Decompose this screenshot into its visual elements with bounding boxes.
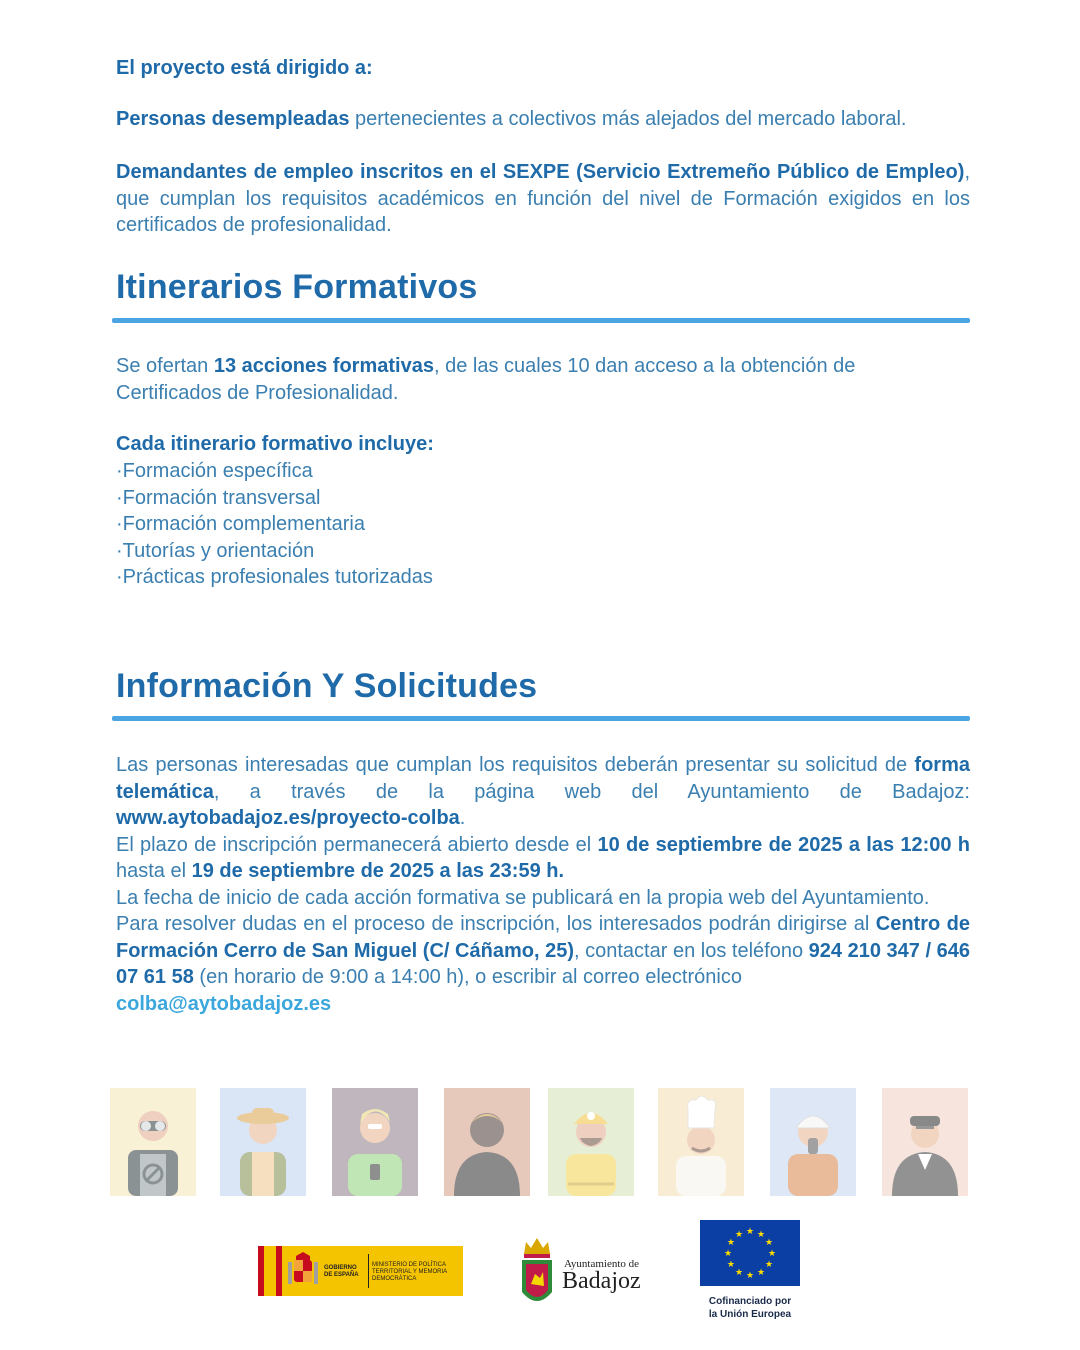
info-s2: El plazo de inscripción permanecerá abierto desde el bbox=[116, 833, 598, 856]
target-paragraph-1 bbox=[116, 106, 970, 133]
info-s1-post: , a través de la página web del Ayuntamiento de Badajoz: bbox=[213, 780, 970, 803]
list-item: ·Formación complementaria bbox=[116, 513, 365, 535]
target-heading: El proyecto está dirigido a: bbox=[116, 57, 373, 79]
includes-heading: Cada itinerario formativo incluye: bbox=[116, 433, 434, 455]
includes-list bbox=[116, 458, 433, 591]
eu-star-icon: ★ bbox=[726, 1259, 735, 1269]
info-s4-post: (en horario de 9:00 a 14:00 h), o escribir al correo electrónico bbox=[193, 966, 742, 988]
ayto-small-text: Ayuntamiento de bbox=[564, 1258, 640, 1270]
target-p2-bold: Demandantes de empleo inscritos en el SEXPE (Servicio Extremeño Público de Empleo) bbox=[116, 161, 965, 183]
info-s4: Para resolver dudas en el proceso de inscripción, los interesados podrán dirigirse al bbox=[116, 913, 876, 935]
eu-star-icon: ★ bbox=[765, 1259, 774, 1269]
info-start-date: 10 de septiembre de 2025 a las 12:00 h bbox=[597, 833, 970, 856]
itinerarios-p-pre: Se ofertan bbox=[116, 355, 214, 377]
eu-star-icon: ★ bbox=[756, 1267, 766, 1278]
info-s4-mid: , contactar en los teléfono bbox=[573, 939, 809, 962]
pilot-icon bbox=[882, 1088, 968, 1196]
people-illustrations bbox=[110, 1088, 970, 1196]
person-icon bbox=[444, 1088, 530, 1196]
target-p2-rest: , que cumplan los requisitos académicos en función del nivel de Formación exigidos en los certificados de profesionalidad. bbox=[116, 161, 970, 236]
chef-icon bbox=[658, 1088, 744, 1196]
list-item: ·Tutorías y orientación bbox=[116, 539, 315, 562]
construction-worker-icon bbox=[770, 1088, 856, 1196]
info-centro: Centro de Formación Cerro de San Miguel (C/ Cáñamo, 25) bbox=[116, 913, 970, 962]
section-divider bbox=[112, 318, 970, 323]
list-item: ·Prácticas profesionales tutorizadas bbox=[116, 566, 433, 588]
target-paragraph-2 bbox=[116, 159, 970, 239]
eu-star-icon: ★ bbox=[723, 1248, 733, 1258]
list-item: ·Formación específica bbox=[116, 460, 313, 482]
itinerarios-p-bold: 13 acciones formativas bbox=[213, 355, 434, 377]
miner-icon bbox=[548, 1088, 634, 1196]
info-url-post: . bbox=[459, 807, 466, 829]
itinerarios-p-post: , de las cuales 10 dan acceso a la obtención de Certificados de Profesionalidad. bbox=[116, 355, 856, 404]
eu-star-icon: ★ bbox=[734, 1267, 744, 1278]
ayto-big-text: Badajoz bbox=[562, 1268, 641, 1294]
info-s3: La fecha de inicio de cada acción formativa se publicará en la propia web del Ayuntamiento. bbox=[116, 886, 930, 909]
info-paragraph bbox=[116, 752, 970, 1017]
eu-text-line1: Cofinanciado por bbox=[708, 1296, 792, 1307]
target-p1-bold: Personas desempleadas bbox=[116, 108, 350, 130]
section-title-informacion: Información Y Solicitudes bbox=[116, 667, 538, 705]
eu-star-icon: ★ bbox=[767, 1248, 777, 1258]
info-end-date: 19 de septiembre de 2025 a las 23:59 h. bbox=[191, 860, 565, 882]
eu-logo bbox=[700, 1220, 800, 1330]
young-man-phone-icon bbox=[332, 1088, 418, 1196]
info-s1: Las personas interesadas que cumplan los requisitos deberán presentar su solicitud de bbox=[116, 754, 915, 776]
welder-icon bbox=[110, 1088, 196, 1196]
gobierno-logo bbox=[258, 1246, 463, 1296]
target-p1-rest: pertenecientes a colectivos más alejados del mercado laboral. bbox=[349, 108, 907, 130]
gobierno-text: GOBIERNO DE ESPAÑA bbox=[324, 1265, 359, 1278]
farmer-woman-icon bbox=[220, 1088, 306, 1196]
badajoz-shield-icon bbox=[518, 1234, 556, 1312]
info-s2-mid: hasta el bbox=[116, 860, 192, 882]
itinerarios-paragraph bbox=[116, 353, 876, 406]
info-phone: 924 210 347 / 646 07 61 58 bbox=[116, 939, 970, 988]
ministerio-text: MINISTERIO DE POLÍTICA TERRITORIAL Y MEMORIA DEMOCRÁTICA bbox=[372, 1262, 447, 1282]
info-email-link[interactable]: colba@aytobadajoz.es bbox=[116, 992, 332, 1015]
eu-star-icon: ★ bbox=[756, 1228, 766, 1239]
eu-star-icon: ★ bbox=[745, 1226, 755, 1236]
coat-of-arms-icon bbox=[286, 1252, 320, 1290]
list-item: ·Formación transversal bbox=[116, 486, 321, 509]
eu-star-icon: ★ bbox=[726, 1237, 735, 1247]
ayuntamiento-logo bbox=[518, 1234, 650, 1314]
logos-bar bbox=[0, 1218, 1080, 1328]
info-url-link[interactable]: www.aytobadajoz.es/proyecto-colba bbox=[116, 807, 460, 829]
eu-star-icon: ★ bbox=[734, 1228, 744, 1239]
section-title-itinerarios: Itinerarios Formativos bbox=[116, 268, 478, 306]
eu-flag-icon bbox=[700, 1220, 800, 1286]
eu-star-icon: ★ bbox=[745, 1270, 755, 1280]
info-s1-bold: forma telemática bbox=[116, 754, 970, 803]
eu-star-icon: ★ bbox=[765, 1237, 774, 1247]
eu-text-line2: la Unión Europea bbox=[708, 1309, 792, 1320]
section-divider bbox=[112, 716, 970, 721]
